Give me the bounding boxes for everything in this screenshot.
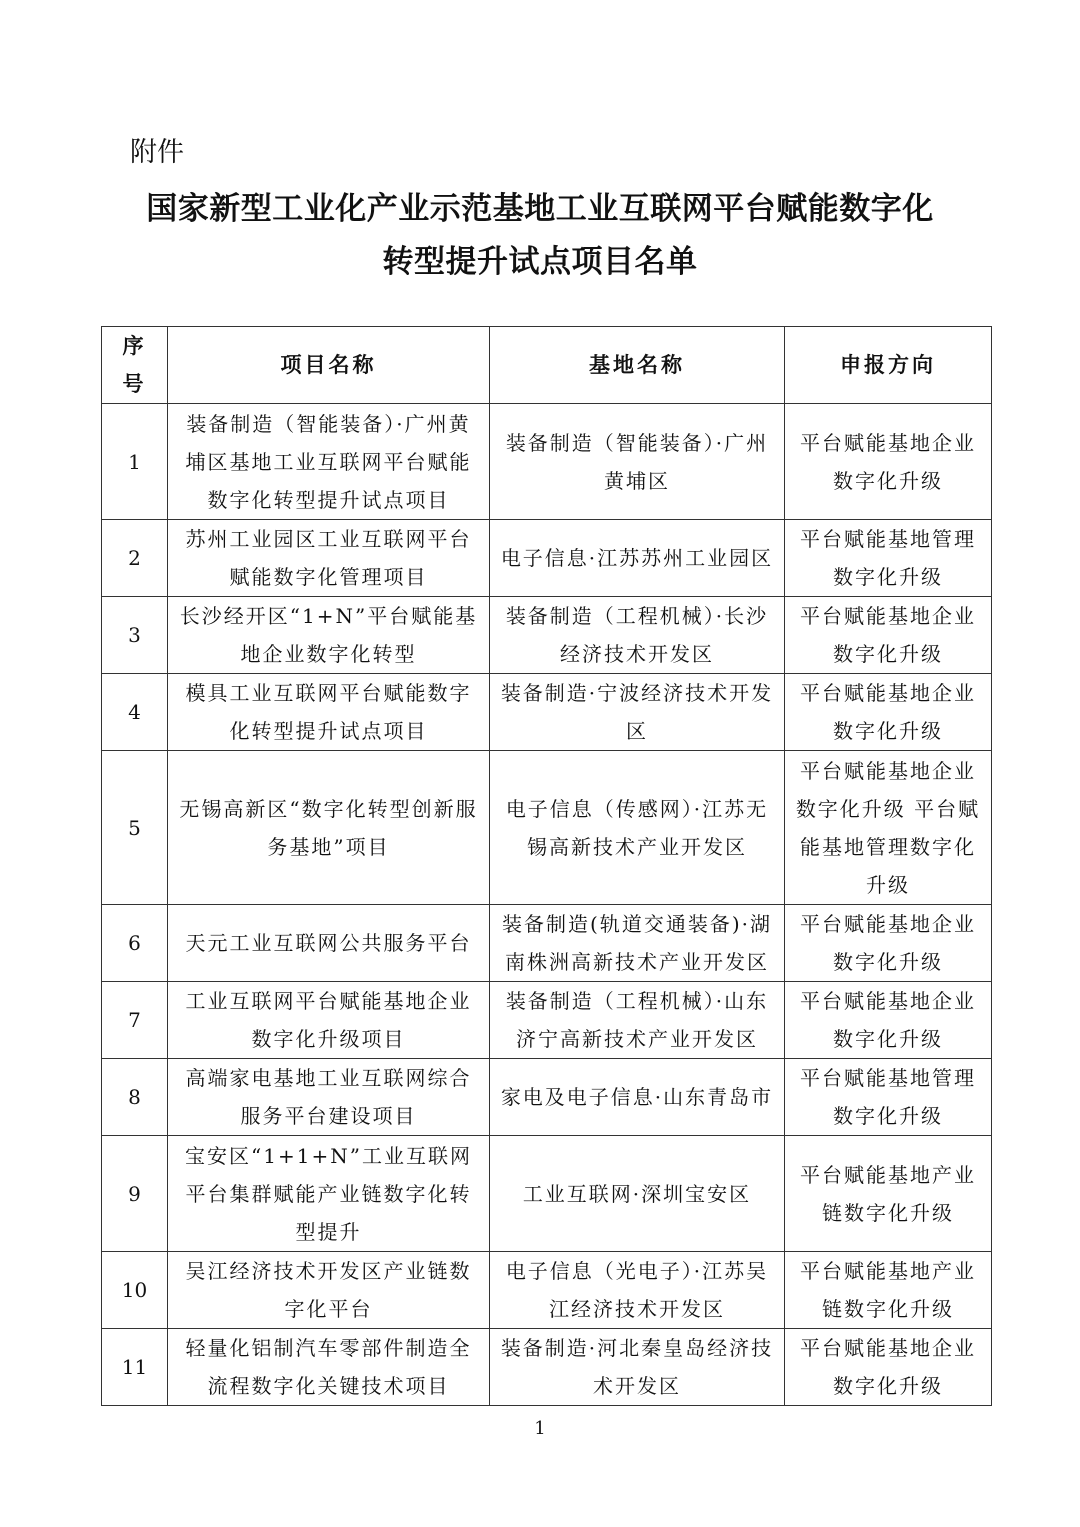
cell-no: 2	[102, 520, 168, 597]
cell-project: 天元工业互联网公共服务平台	[168, 905, 490, 982]
cell-project: 吴江经济技术开发区产业链数字化平台	[168, 1252, 490, 1329]
cell-no: 1	[102, 404, 168, 520]
cell-no: 7	[102, 982, 168, 1059]
table-row	[102, 1136, 992, 1252]
cell-project: 模具工业互联网平台赋能数字化转型提升试点项目	[168, 674, 490, 751]
cell-base: 装备制造(轨道交通装备)·湖南株洲高新技术产业开发区	[490, 905, 785, 982]
cell-no: 5	[102, 751, 168, 905]
table-row	[102, 1252, 992, 1329]
cell-direction: 平台赋能基地管理数字化升级	[785, 520, 992, 597]
cell-no: 6	[102, 905, 168, 982]
cell-no: 10	[102, 1252, 168, 1329]
table-header-row	[102, 327, 992, 404]
table-row	[102, 1329, 992, 1406]
cell-project: 宝安区“1+1+N”工业互联网平台集群赋能产业链数字化转型提升	[168, 1136, 490, 1252]
cell-no: 9	[102, 1136, 168, 1252]
table-row	[102, 674, 992, 751]
cell-project: 装备制造（智能装备）·广州黄埔区基地工业互联网平台赋能数字化转型提升试点项目	[168, 404, 490, 520]
table-row	[102, 520, 992, 597]
cell-direction: 平台赋能基地企业数字化升级	[785, 982, 992, 1059]
cell-base: 电子信息（光电子）·江苏吴江经济技术开发区	[490, 1252, 785, 1329]
cell-no: 4	[102, 674, 168, 751]
project-list-table	[101, 326, 992, 1406]
cell-direction: 平台赋能基地管理数字化升级	[785, 1059, 992, 1136]
cell-direction: 平台赋能基地企业数字化升级	[785, 905, 992, 982]
cell-direction: 平台赋能基地企业数字化升级	[785, 597, 992, 674]
table-row	[102, 751, 992, 905]
page-number: 1	[534, 1418, 546, 1439]
table-row	[102, 1059, 992, 1136]
cell-no: 3	[102, 597, 168, 674]
cell-base: 装备制造（工程机械）·长沙经济技术开发区	[490, 597, 785, 674]
cell-base: 电子信息·江苏苏州工业园区	[490, 520, 785, 597]
cell-direction: 平台赋能基地企业数字化升级 平台赋能基地管理数字化升级	[785, 751, 992, 905]
cell-base: 工业互联网·深圳宝安区	[490, 1136, 785, 1252]
cell-direction: 平台赋能基地产业链数字化升级	[785, 1136, 992, 1252]
cell-direction: 平台赋能基地企业数字化升级	[785, 674, 992, 751]
header-direction: 申报方向	[785, 327, 992, 404]
cell-project: 无锡高新区“数字化转型创新服务基地”项目	[168, 751, 490, 905]
cell-no: 11	[102, 1329, 168, 1406]
cell-project: 轻量化铝制汽车零部件制造全流程数字化关键技术项目	[168, 1329, 490, 1406]
header-project: 项目名称	[168, 327, 490, 404]
table-row	[102, 982, 992, 1059]
cell-project: 高端家电基地工业互联网综合服务平台建设项目	[168, 1059, 490, 1136]
cell-project: 苏州工业园区工业互联网平台赋能数字化管理项目	[168, 520, 490, 597]
cell-direction: 平台赋能基地产业链数字化升级	[785, 1252, 992, 1329]
table-row	[102, 905, 992, 982]
cell-base: 电子信息（传感网）·江苏无锡高新技术产业开发区	[490, 751, 785, 905]
table-row	[102, 404, 992, 520]
cell-base: 家电及电子信息·山东青岛市	[490, 1059, 785, 1136]
cell-direction: 平台赋能基地企业数字化升级	[785, 404, 992, 520]
document-title-line-1: 国家新型工业化产业示范基地工业互联网平台赋能数字化	[146, 191, 934, 227]
header-no: 序号	[102, 327, 168, 404]
cell-base: 装备制造（智能装备）·广州黄埔区	[490, 404, 785, 520]
cell-direction: 平台赋能基地企业数字化升级	[785, 1329, 992, 1406]
attachment-label: 附件	[130, 137, 184, 168]
header-base: 基地名称	[490, 327, 785, 404]
cell-no: 8	[102, 1059, 168, 1136]
cell-project: 长沙经开区“1+N”平台赋能基地企业数字化转型	[168, 597, 490, 674]
table-row	[102, 597, 992, 674]
cell-base: 装备制造（工程机械）·山东济宁高新技术产业开发区	[490, 982, 785, 1059]
document-title-line-2: 转型提升试点项目名单	[382, 244, 698, 280]
cell-base: 装备制造·宁波经济技术开发区	[490, 674, 785, 751]
cell-project: 工业互联网平台赋能基地企业数字化升级项目	[168, 982, 490, 1059]
cell-base: 装备制造·河北秦皇岛经济技术开发区	[490, 1329, 785, 1406]
